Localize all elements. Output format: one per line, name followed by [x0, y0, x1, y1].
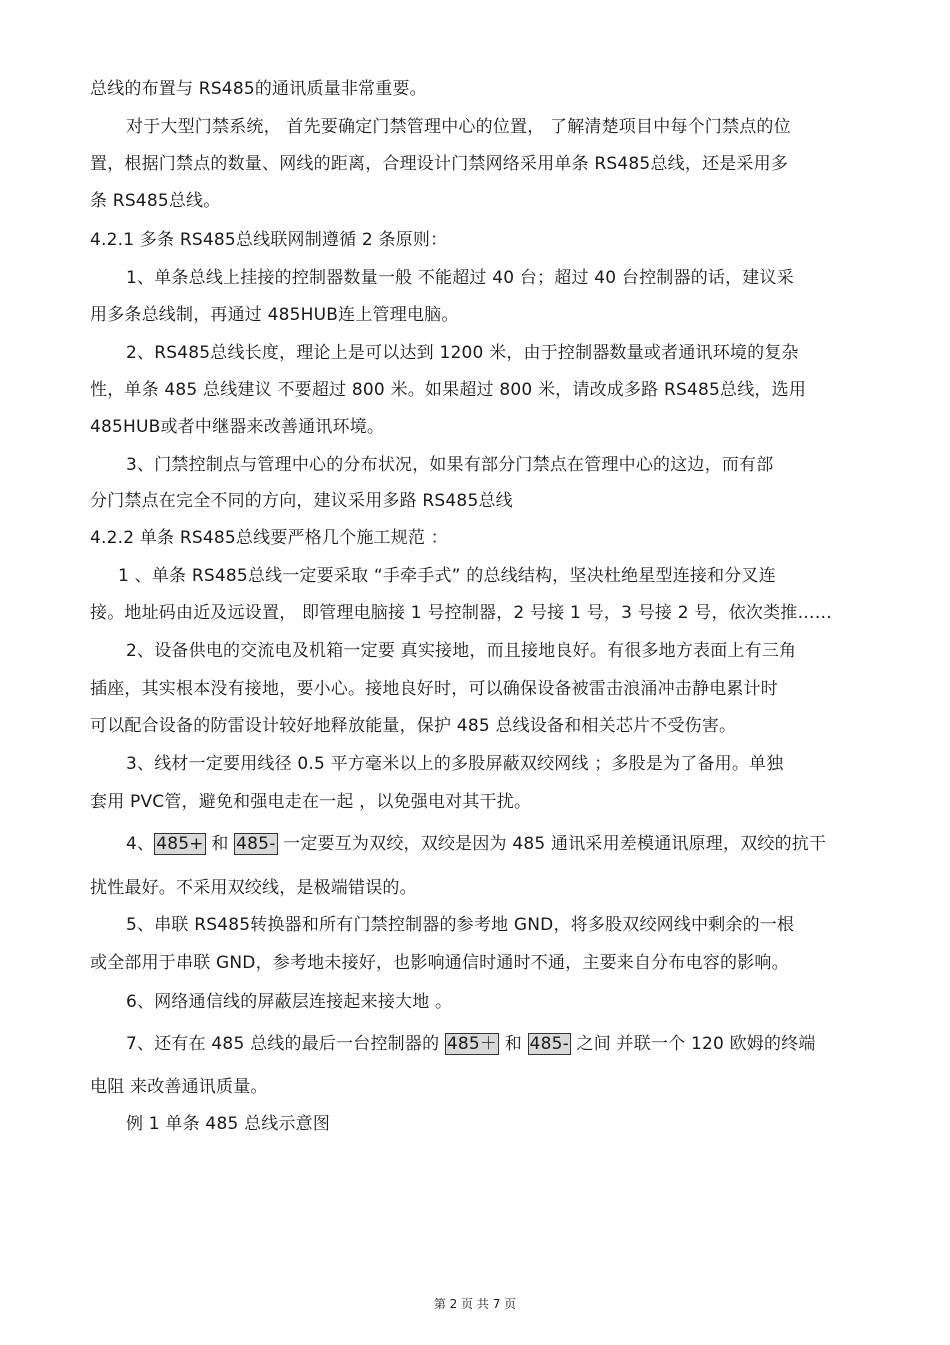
paragraph-line: 1、单条总线上挂接的控制器数量一般 不能超过 40 台；超过 40 台控制器的话，建议采: [126, 268, 794, 288]
paragraph-line: 485HUB或者中继器来改善通讯环境。: [90, 417, 385, 437]
paragraph-line: 2、RS485总线长度，理论上是可以达到 1200 米，由于控制器数量或者通讯环境的复杂: [126, 343, 799, 363]
highlighted-term: 485-: [529, 1034, 569, 1054]
paragraph-line: 电阻 来改善通讯质量。: [90, 1077, 268, 1097]
text-run: 4、: [126, 834, 155, 854]
paragraph-line: 扰性最好。不采用双绞线，是极端错误的。: [90, 878, 417, 898]
paragraph-line: 分门禁点在完全不同的方向，建议采用多路 RS485总线: [90, 491, 513, 511]
figure-caption: 例 1 单条 485 总线示意图: [126, 1114, 331, 1134]
paragraph-line: 对于大型门禁系统， 首先要确定门禁管理中心的位置， 了解清楚项目中每个门禁点的位: [126, 117, 791, 137]
text-run: 和: [499, 1034, 528, 1054]
paragraph-line: 1 、单条 RS485总线一定要采取 “手牵手式” 的总线结构，坚决杜绝星型连接和分叉连: [118, 566, 776, 586]
paragraph-line: 3、门禁控制点与管理中心的分布状况，如果有部分门禁点在管理中心的这边，而有部: [126, 455, 774, 475]
paragraph-line: 用多条总线制，再通过 485HUB连上管理电脑。: [90, 305, 459, 325]
section-heading: 4.2.1 多条 RS485总线联网制遵循 2 条原则：: [90, 230, 448, 250]
paragraph-line: 条 RS485总线。: [90, 191, 221, 211]
highlighted-term: 485+: [156, 834, 204, 854]
paragraph-line: 置，根据门禁点的数量、网线的距离，合理设计门禁网络采用单条 RS485总线，还是采用多: [90, 154, 789, 174]
paragraph-line: 插座，其实根本没有接地，要小心。接地良好时，可以确保设备被雷击浪涌冲击静电累计时: [90, 679, 778, 699]
text-run: 7、还有在 485 总线的最后一台控制器的: [126, 1034, 445, 1054]
paragraph-line: 性，单条 485 总线建议 不要超过 800 米。如果超过 800 米，请改成多路 RS485总线，选用: [90, 380, 807, 400]
paragraph-line: 或全部用于串联 GND，参考地未接好，也影响通信时通时不通，主要来自分布电容的影响。: [90, 953, 789, 973]
paragraph-line: 可以配合设备的防雷设计较好地释放能量，保护 485 总线设备和相关芯片不受伤害。: [90, 716, 737, 736]
text-run: 之间 并联一个 120 欧姆的终端: [570, 1034, 816, 1054]
highlighted-term: 485＋: [446, 1034, 498, 1054]
paragraph-line: 接。地址码由近及远设置， 即管理电脑接 1 号控制器，2 号接 1 号，3 号接 2 号，依次类推……: [90, 603, 832, 623]
paragraph-line: 总线的布置与 RS485的通讯质量非常重要。: [90, 79, 427, 99]
paragraph-line: 2、设备供电的交流电及机箱一定要 真实接地，而且接地良好。有很多地方表面上有三角: [126, 641, 797, 661]
paragraph-line: 3、线材一定要用线径 0.5 平方毫米以上的多股屏蔽双绞网线 ；多股是为了备用。单独: [126, 754, 784, 774]
highlighted-term: 485-: [236, 834, 276, 854]
section-heading: 4.2.2 单条 RS485总线要严格几个施工规范 ：: [90, 528, 448, 548]
paragraph-line: 5、串联 RS485转换器和所有门禁控制器的参考地 GND，将多股双绞网线中剩余的一根: [126, 915, 795, 935]
page-footer: 第 2 页 共 7 页: [433, 1297, 517, 1311]
paragraph-line: [126, 1032, 896, 1056]
paragraph-line: [126, 832, 896, 856]
text-run: 一定要互为双绞，双绞是因为 485 通讯采用差模通讯原理，双绞的抗干: [277, 834, 827, 854]
text-run: 和: [205, 834, 235, 854]
paragraph-line: 套用 PVC管，避免和强电走在一起 ，以免强电对其干扰。: [90, 792, 532, 812]
paragraph-line: 6、网络通信线的屏蔽层连接起来接大地 。: [126, 992, 453, 1012]
